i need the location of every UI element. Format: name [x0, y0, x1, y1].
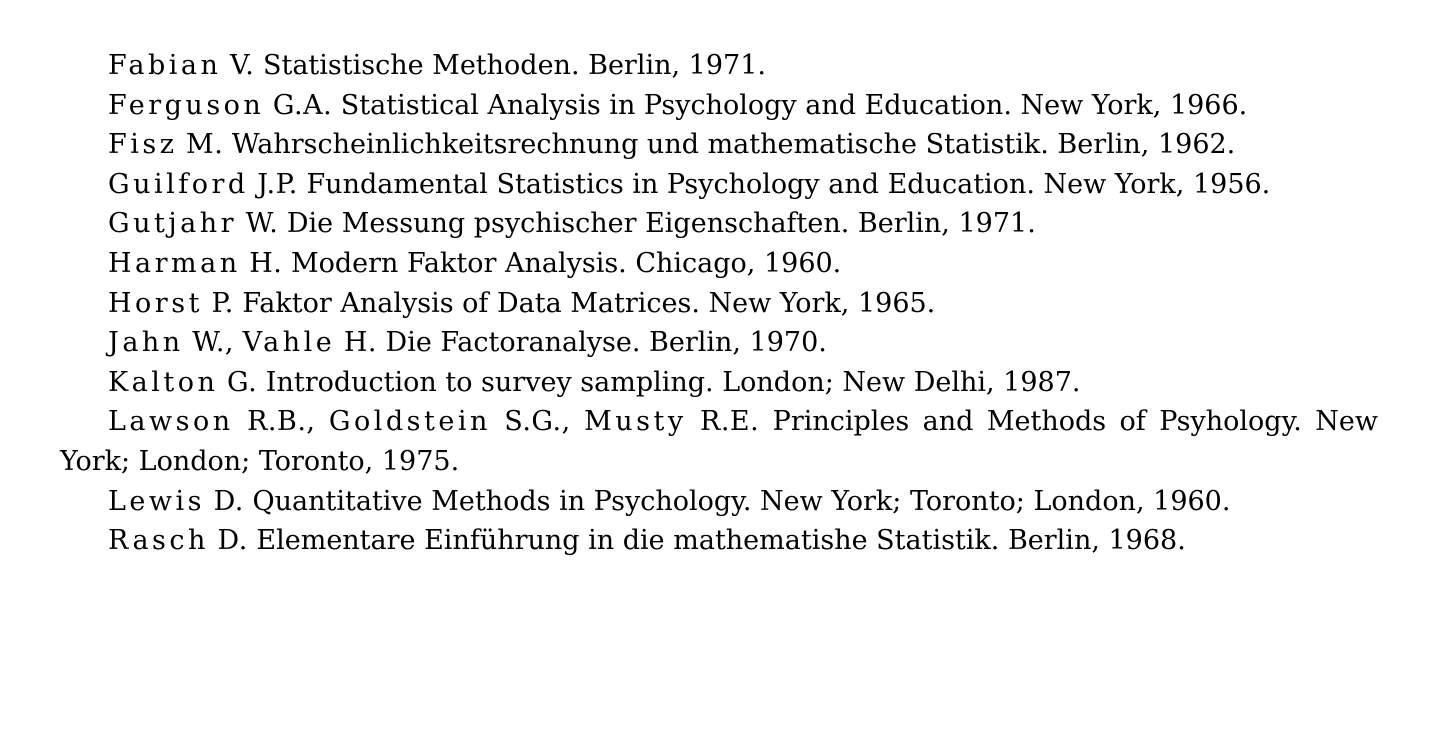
- author-initials: J.P.: [257, 168, 298, 200]
- author-name: Guilford: [108, 168, 249, 200]
- author-initials: D.: [217, 525, 248, 557]
- bib-entry-lewis: [60, 482, 1378, 522]
- entry-text: Die Messung psychischer Eigenschaften. Berlin, 1971.: [286, 208, 1036, 240]
- author-name: Rasch: [108, 525, 209, 557]
- author-name: Fisz: [108, 129, 178, 161]
- author-initials: M.: [186, 129, 224, 161]
- author-name: Lewis: [108, 485, 206, 517]
- entry-text: Elementare Einführung in die mathematishe Statistik. Berlin, 1968.: [256, 525, 1186, 557]
- bib-entry-horst: [60, 284, 1378, 324]
- bib-entry-fisz: [60, 125, 1378, 165]
- author-initials: G.: [227, 366, 258, 398]
- coauthor-initials: R.E.: [700, 406, 760, 438]
- bib-entry-gutjahr: [60, 204, 1378, 244]
- entry-text: Faktor Analysis of Data Matrices. New York, 1965.: [242, 287, 936, 319]
- author-initials: D.: [213, 485, 244, 517]
- author-initials: V.: [230, 50, 255, 81]
- bib-entry-harman: [60, 244, 1378, 284]
- entry-text: Die Factoranalyse. Berlin, 1970.: [385, 327, 827, 359]
- bib-entry-kalton: [60, 363, 1378, 403]
- author-name: Horst: [108, 287, 203, 319]
- entry-text: Principles and Methods of Psyhology. New York; London; Toronto, 1975.: [60, 406, 1378, 477]
- bib-entry-rasch: [60, 521, 1378, 561]
- author-name: Kalton: [108, 366, 219, 398]
- author-name: Jahn: [108, 327, 184, 359]
- bib-entry-lawson-goldstein-musty: [60, 402, 1378, 481]
- author-name: Lawson: [108, 406, 234, 438]
- entry-text: Introduction to survey sampling. London; New Delhi, 1987.: [265, 366, 1081, 398]
- author-initials: R.B.,: [247, 406, 316, 438]
- entry-text: Statistical Analysis in Psychology and Education. New York, 1966.: [340, 89, 1248, 121]
- coauthor-initials: S.G.,: [504, 406, 571, 438]
- coauthor-initials: H.: [343, 327, 377, 359]
- coauthor-name: Goldstein: [328, 406, 491, 438]
- coauthor-name: Musty: [584, 406, 687, 438]
- author-initials: P.: [211, 287, 234, 319]
- coauthor-name: Vahle: [242, 327, 336, 359]
- author-initials: G.A.: [272, 89, 333, 121]
- author-initials: H.: [249, 247, 283, 279]
- bib-entry-fabian: [60, 46, 1378, 86]
- author-name: Gutjahr: [108, 208, 238, 240]
- author-initials: W.,: [192, 327, 234, 359]
- entry-text: Wahrscheinlichkeitsrechnung und mathematische Statistik. Berlin, 1962.: [231, 129, 1236, 161]
- entry-text: Quantitative Methods in Psychology. New York; Toronto; London, 1960.: [252, 485, 1231, 517]
- author-name: Fabian: [108, 50, 222, 81]
- bibliography-page: [60, 46, 1378, 561]
- entry-text: Fundamental Statistics in Psychology and Education. New York, 1956.: [306, 168, 1271, 200]
- entry-text: Statistische Methoden. Berlin, 1971.: [262, 50, 766, 81]
- bib-entry-ferguson: [60, 86, 1378, 126]
- bib-entry-jahn-vahle: [60, 323, 1378, 363]
- entry-text: Modern Faktor Analysis. Chicago, 1960.: [290, 247, 842, 279]
- author-name: Ferguson: [108, 89, 265, 121]
- bib-entry-guilford: [60, 165, 1378, 205]
- author-name: Harman: [108, 247, 241, 279]
- author-initials: W.: [245, 208, 279, 240]
